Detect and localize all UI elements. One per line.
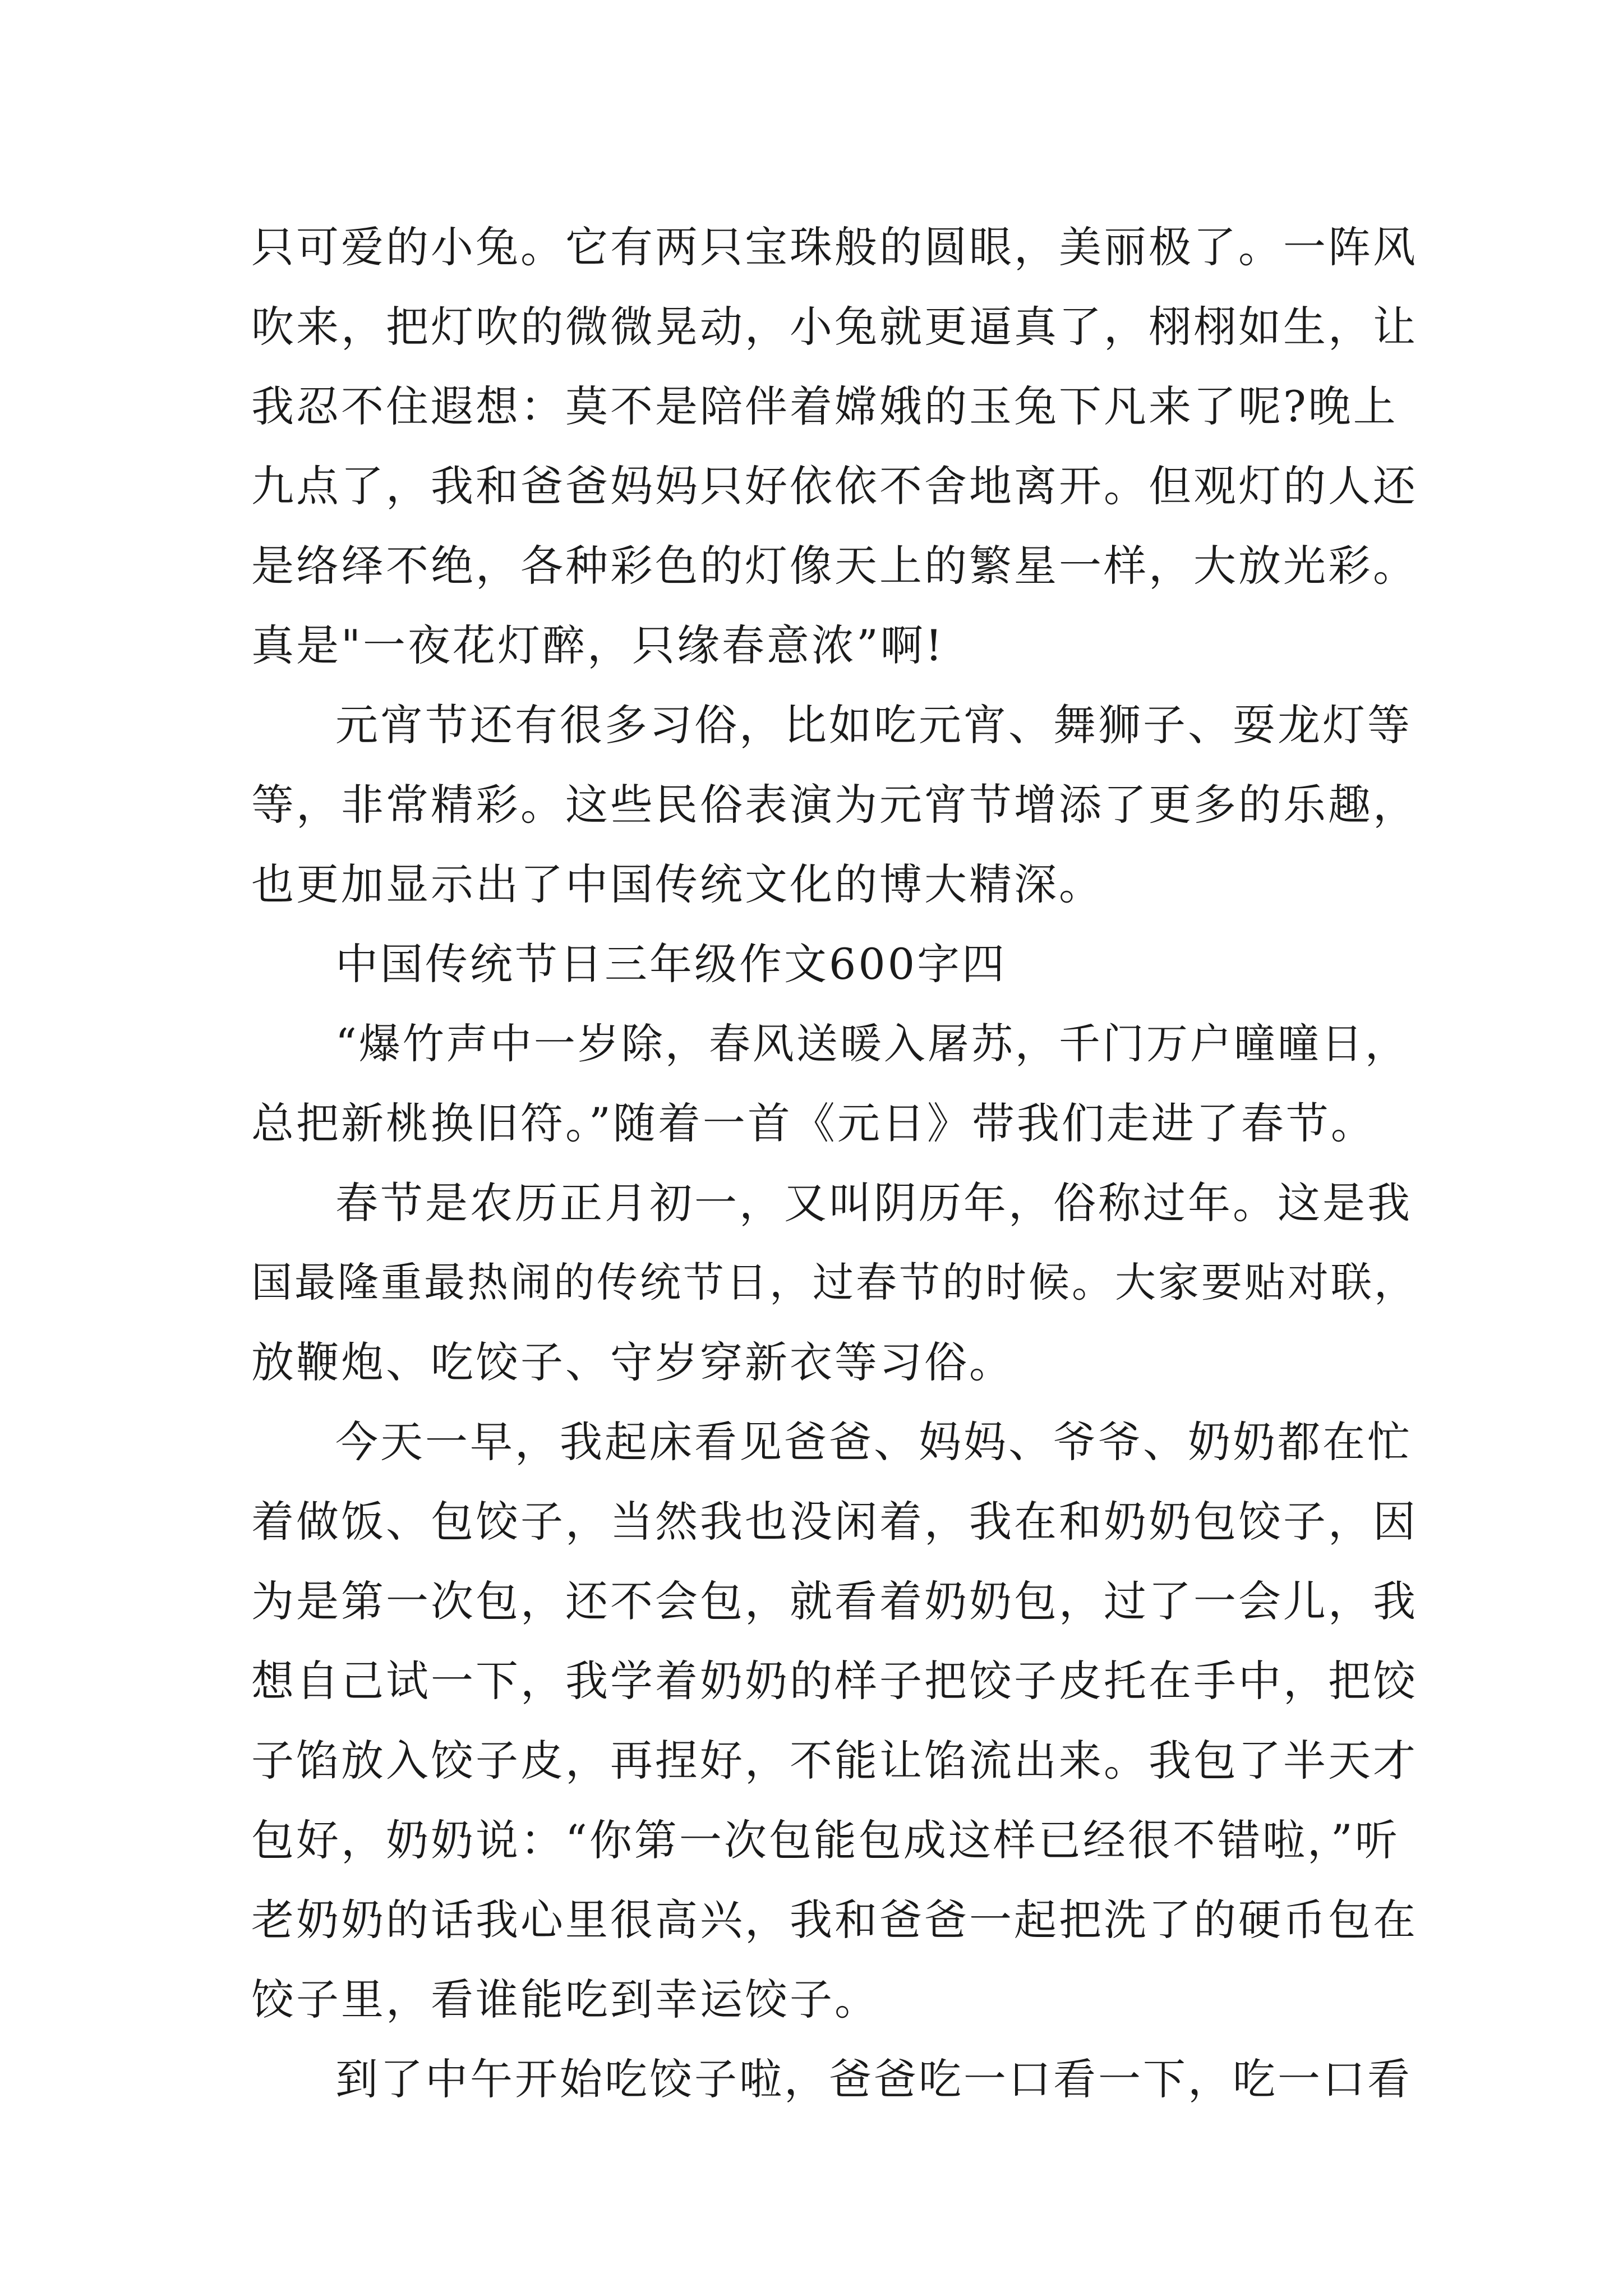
text-line-7: 元宵节还有很多习俗，比如吃元宵、舞狮子、耍龙灯等 [335, 700, 1412, 750]
text-line-9: 也更加显示出了中国传统文化的博大精深。 [251, 859, 1104, 909]
text-line-19: 想自己试一下，我学着奶奶的样子把饺子皮托在手中，把饺 [251, 1656, 1418, 1706]
text-line-1: 只可爱的小兔。它有两只宝珠般的圆眼，美丽极了。一阵风 [251, 222, 1418, 272]
section-heading: 中国传统节日三年级作文600字四 [335, 939, 1007, 989]
text-line-8: 等，非常精彩。这些民俗表演为元宵节增添了更多的乐趣， [251, 780, 1418, 830]
text-line-13: 春节是农历正月初一，又叫阴历年，俗称过年。这是我 [335, 1178, 1412, 1228]
text-line-2: 吹来，把灯吹的微微晃动，小兔就更逼真了，栩栩如生，让 [251, 302, 1418, 352]
text-line-23: 饺子里，看谁能吃到幸运饺子。 [251, 1975, 879, 2024]
text-line-22: 老奶奶的话我心里很高兴，我和爸爸一起把洗了的硬币包在 [251, 1895, 1418, 1945]
text-line-11: “爆竹声中一岁除，春风送暖入屠苏，千门万户曈曈日， [335, 1020, 1409, 1068]
text-line-16: 今天一早，我起床看见爸爸、妈妈、爷爷、奶奶都在忙 [335, 1417, 1412, 1467]
text-line-12: 总把新桃换旧符。”随着一首《元日》带我们走进了春节。 [251, 1098, 1376, 1148]
text-line-17: 着做饭、包饺子，当然我也没闲着，我在和奶奶包饺子，因 [251, 1497, 1418, 1547]
text-line-18: 为是第一次包，还不会包，就看着奶奶包，过了一会儿，我 [251, 1576, 1418, 1626]
text-line-4: 九点了，我和爸爸妈妈只好依依不舍地离开。但观灯的人还 [251, 461, 1418, 511]
text-line-3: 我忍不住遐想：莫不是陪伴着嫦娥的玉兔下凡来了呢?晚上 [251, 381, 1398, 431]
text-line-24: 到了中午开始吃饺子啦，爸爸吃一口看一下，吃一口看 [335, 2054, 1412, 2104]
text-line-5: 是络绎不绝，各种彩色的灯像天上的繁星一样，大放光彩。 [251, 541, 1418, 591]
text-line-21: 包好，奶奶说：“你第一次包能包成这样已经很不错啦，”听 [251, 1815, 1400, 1865]
document-body [251, 208, 1418, 2119]
text-line-15: 放鞭炮、吃饺子、守岁穿新衣等习俗。 [251, 1337, 1014, 1387]
text-line-14: 国最隆重最热闹的传统节日，过春节的时候。大家要贴对联， [251, 1259, 1417, 1306]
text-line-20: 子馅放入饺子皮，再捏好，不能让馅流出来。我包了半天才 [251, 1736, 1418, 1786]
text-line-6: 真是"一夜花灯醉，只缘春意浓”啊! [251, 620, 945, 670]
